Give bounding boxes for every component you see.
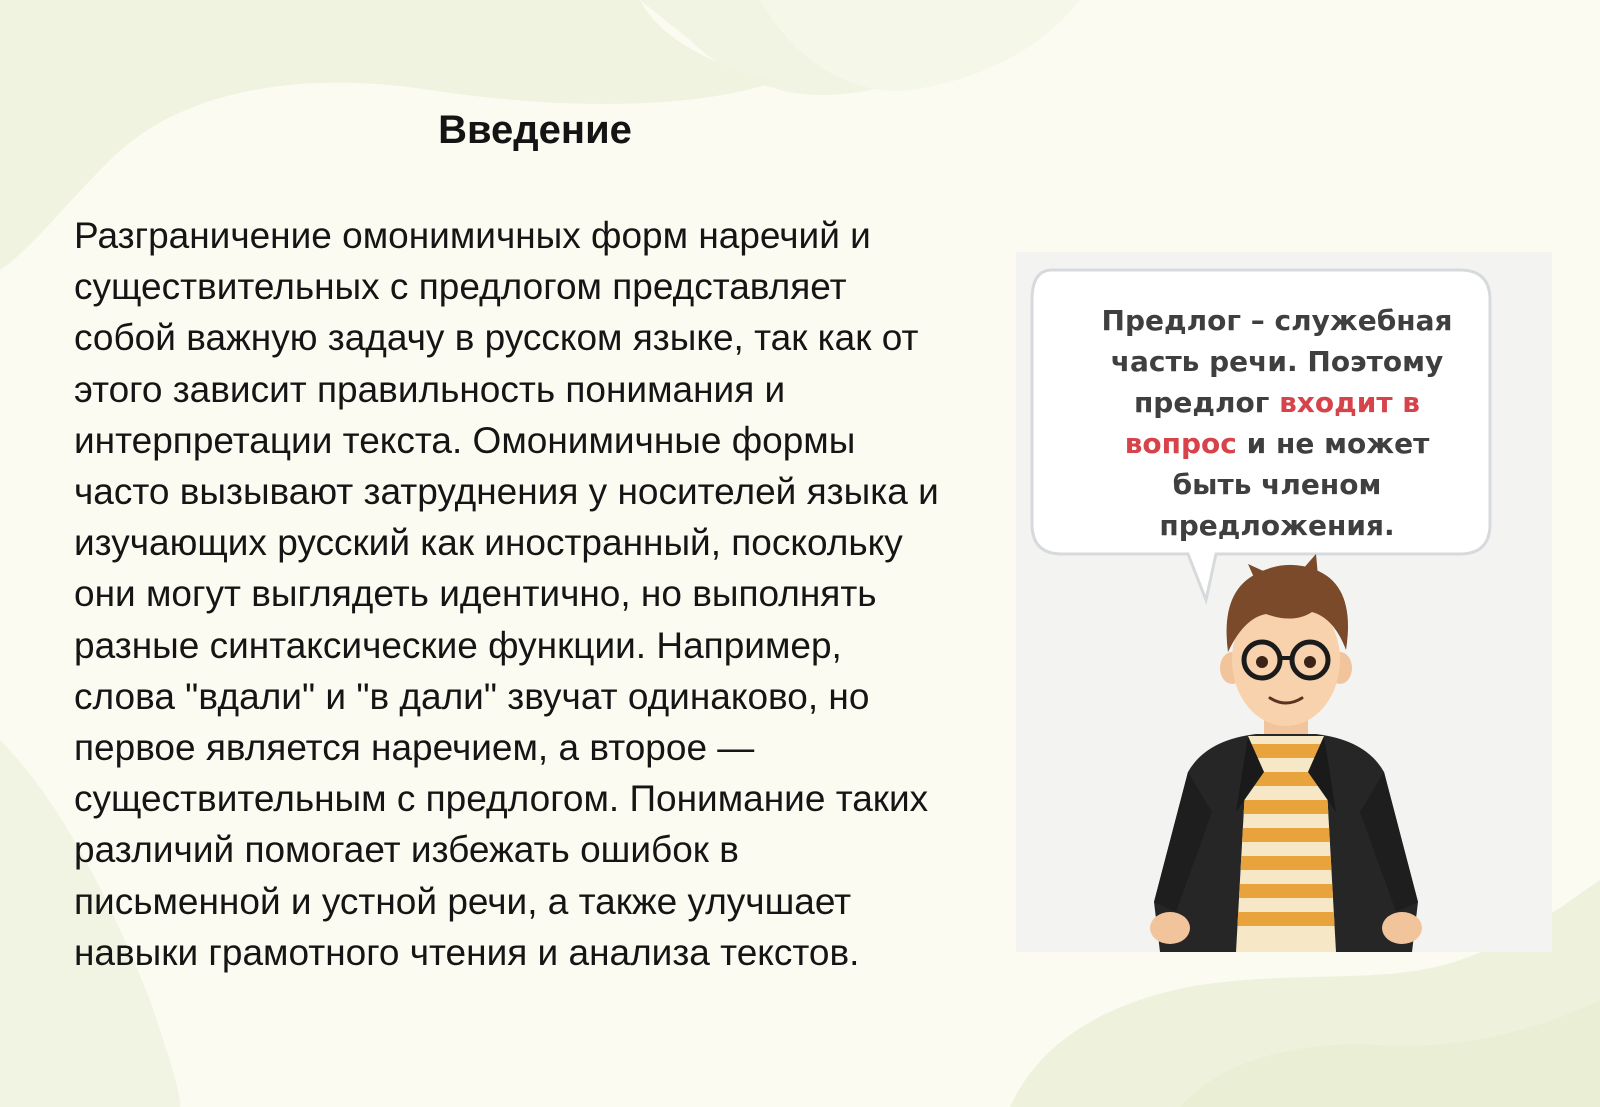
paragraph-line: этого зависит правильность понимания и	[74, 368, 786, 410]
paragraph-line: письменной и устной речи, а также улучшает	[74, 880, 852, 922]
paragraph-line: изучающих русский как иностранный, поскольку	[74, 522, 903, 564]
bubble-text-plain: и не может	[1236, 427, 1430, 460]
bubble-line: часть речи. Поэтому	[1110, 345, 1444, 378]
paragraph-line: часто вызывают затруднения у носителей языка и	[74, 471, 939, 513]
paragraph-line: первое является наречием, а второе —	[74, 727, 755, 769]
paragraph-line: существительным с предлогом. Понимание таких	[74, 778, 929, 820]
paragraph-line: интерпретации текста. Омонимичные формы	[74, 419, 856, 461]
bubble-line: Предлог – служебная	[1101, 304, 1453, 337]
speech-bubble-text	[1057, 300, 1497, 546]
bubble-line	[1057, 423, 1497, 464]
paragraph-line: собой важную задачу в русском языке, так как от	[74, 317, 919, 359]
paragraph-line: навыки грамотного чтения и анализа текстов.	[74, 931, 860, 973]
intro-paragraph	[74, 210, 1014, 978]
bubble-line: предложения.	[1159, 509, 1395, 542]
paragraph-line: слова "вдали" и "в дали" звучат одинаково, но	[74, 675, 870, 717]
paragraph-line: разные синтаксические функции. Например,	[74, 624, 842, 666]
slide-title: Введение	[438, 108, 632, 152]
paragraph-line: Разграничение омонимичных форм наречий и	[74, 215, 871, 256]
paragraph-line: различий помогает избежать ошибок в	[74, 829, 739, 871]
bubble-text-plain: предлог	[1133, 386, 1280, 419]
bubble-line	[1057, 382, 1497, 423]
bubble-text-highlight: входит в	[1279, 386, 1421, 419]
paragraph-line: существительных с предлогом представляет	[74, 266, 847, 308]
paragraph-line: они могут выглядеть идентично, но выполнять	[74, 573, 877, 615]
bubble-line: быть членом	[1172, 468, 1382, 501]
bubble-text-highlight: вопрос	[1124, 427, 1237, 460]
